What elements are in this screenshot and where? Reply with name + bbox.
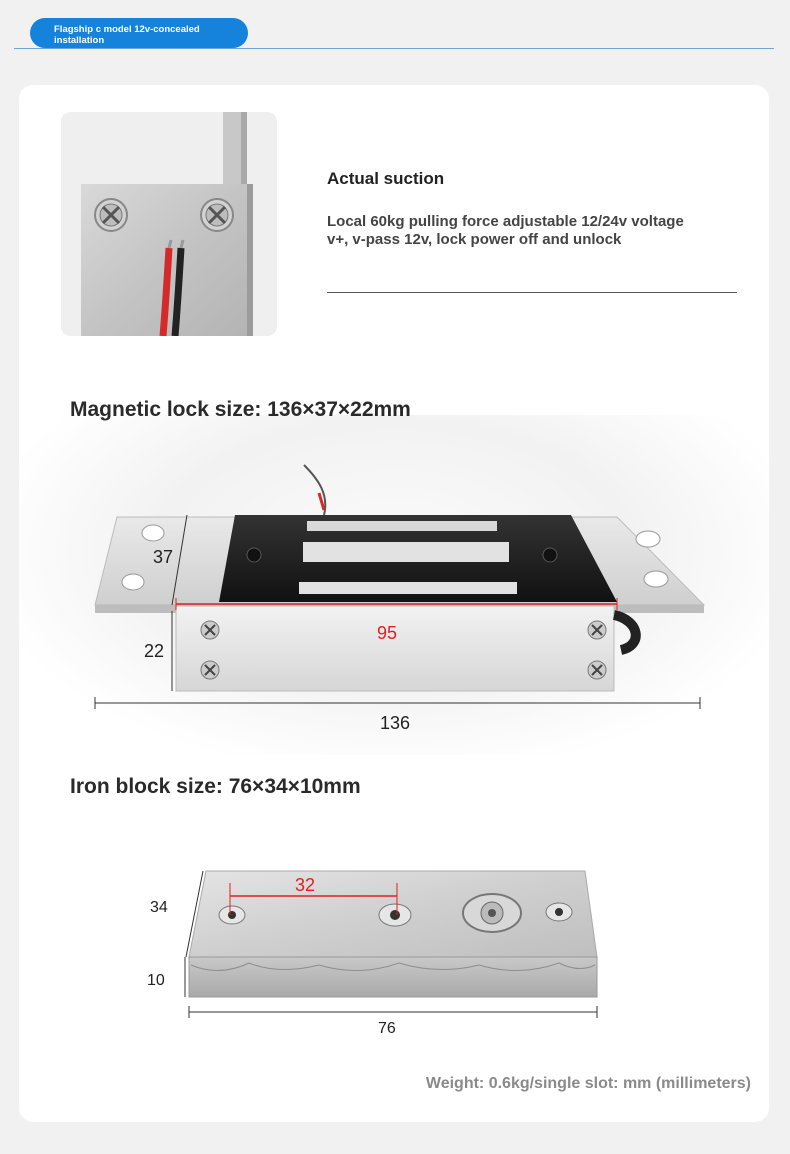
model-badge-line1: Flagship c model 12v-concealed [54,24,200,35]
screw-icon [463,894,521,932]
lock-height-top-label: 37 [153,547,174,567]
model-badge-line2: installation [54,35,105,46]
iron-block-title: Iron block size: 76×34×10mm [70,775,361,798]
model-badge [30,18,248,48]
iron-hole-spacing-label: 32 [295,875,316,895]
suction-title: Actual suction [327,169,445,188]
lock-inner-width-label: 95 [377,623,398,643]
weight-note: Weight: 0.6kg/single slot: mm (millimeters) [425,1075,751,1092]
lock-total-width-label: 136 [380,713,411,733]
iron-height-label: 34 [150,899,168,916]
header-divider [14,48,774,49]
product-card [19,85,769,1122]
iron-thickness-label: 10 [147,972,165,989]
lock-height-side-label: 22 [144,641,165,661]
suction-description: Local 60kg pulling force adjustable 12/24v voltage v+, v-pass 12v, lock power off and unlock [327,213,684,248]
iron-block-drawing [19,85,769,1122]
magnetic-lock-title: Magnetic lock size: 136×37×22mm [70,398,411,421]
iron-width-label: 76 [378,1020,396,1037]
